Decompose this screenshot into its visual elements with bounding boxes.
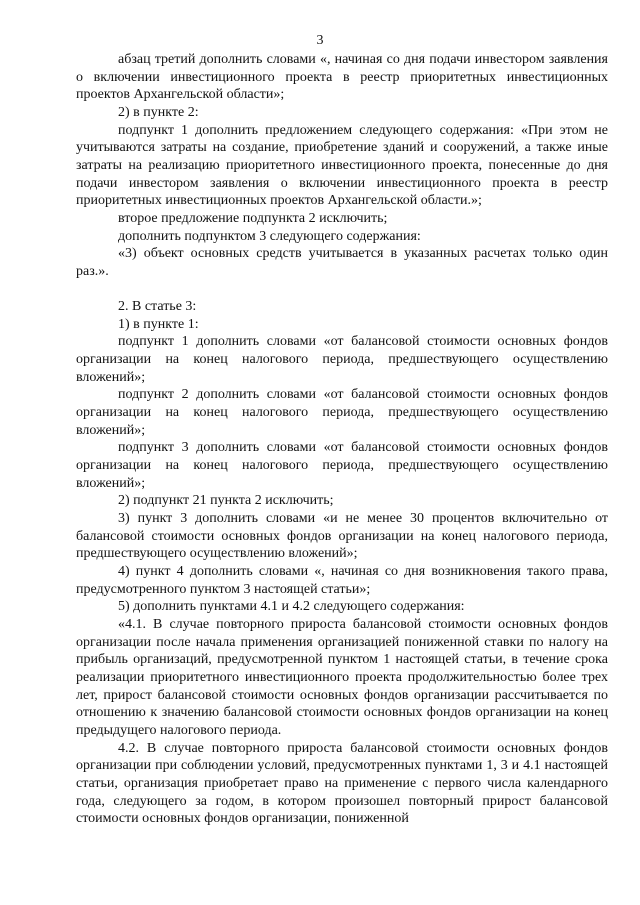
- paragraph: подпункт 1 дополнить словами «от балансовой стоимости основных фондов организации на конец налогового периода, предшествующего осуществлению вложений»;: [76, 334, 608, 385]
- paragraph: 2) в пункте 2:: [118, 104, 199, 120]
- paragraph: 2) подпункт 21 пункта 2 исключить;: [118, 493, 334, 509]
- paragraph: второе предложение подпункта 2 исключить;: [118, 210, 388, 226]
- paragraph: 4.2. В случае повторного прироста балансовой стоимости основных фондов организации при соблюдении условий, предусмотренных пунктами 1, 3 и 4.1 настоящей статьи, организация приобретает право на применение с первого числа календарного года, следующего за годом, в котором произошел повторный прирост балансовой стоимости основных фондов организации, пониженной: [76, 740, 608, 827]
- paragraph: подпункт 1 дополнить предложением следующего содержания: «При этом не учитываются затраты на создание, приобретение зданий и сооружений, а также иные затраты на реализацию приоритетного инвестиционного проекта, понесенные до дня подачи инвестором заявления о включении инвестиционного проекта в реестр приоритетных инвестиционных проектов Архангельской области.»;: [76, 122, 608, 209]
- page-number: 3: [316, 33, 324, 48]
- document-body: [76, 51, 608, 828]
- section-heading: 2. В статье 3:: [118, 299, 197, 315]
- paragraph: 5) дополнить пунктами 4.1 и 4.2 следующего содержания:: [118, 599, 465, 615]
- paragraph: подпункт 2 дополнить словами «от балансовой стоимости основных фондов организации на конец налогового периода, предшествующего осуществлению вложений»;: [76, 387, 608, 438]
- paragraph: 3) пункт 3 дополнить словами «и не менее 30 процентов включительно от балансовой стоимости основных фондов организации на конец налогового периода, предшествующего осуществлению вложений»;: [76, 511, 608, 562]
- paragraph: «3) объект основных средств учитывается в указанных расчетах только один раз.».: [76, 246, 608, 279]
- paragraph: абзац третий дополнить словами «, начиная со дня подачи инвестором заявления о включении инвестиционного проекта в реестр приоритетных инвестиционных проектов Архангельской области»;: [76, 52, 608, 103]
- paragraph: дополнить подпунктом 3 следующего содержания:: [118, 228, 421, 244]
- paragraph: 4) пункт 4 дополнить словами «, начиная со дня возникновения такого права, предусмотренного пунктом 3 настоящей статьи»;: [76, 564, 608, 597]
- paragraph: подпункт 3 дополнить словами «от балансовой стоимости основных фондов организации на конец налогового периода, предшествующего осуществлению вложений»;: [76, 440, 608, 491]
- paragraph: «4.1. В случае повторного прироста балансовой стоимости основных фондов организации после начала применения организацией пониженной ставки по налогу на прибыль организаций, предусмотренной пунктом 1 настоящей статьи, в течение срока реализации приоритетного инвестиционного проекта продолжительностью более трех лет, прирост балансовой стоимости основных фондов организации рассчитывается по отношению к значению балансовой стоимости основных фондов организации на конец предыдущего налогового периода.: [76, 616, 608, 738]
- paragraph-spacer: [76, 281, 608, 299]
- paragraph: 1) в пункте 1:: [118, 316, 199, 332]
